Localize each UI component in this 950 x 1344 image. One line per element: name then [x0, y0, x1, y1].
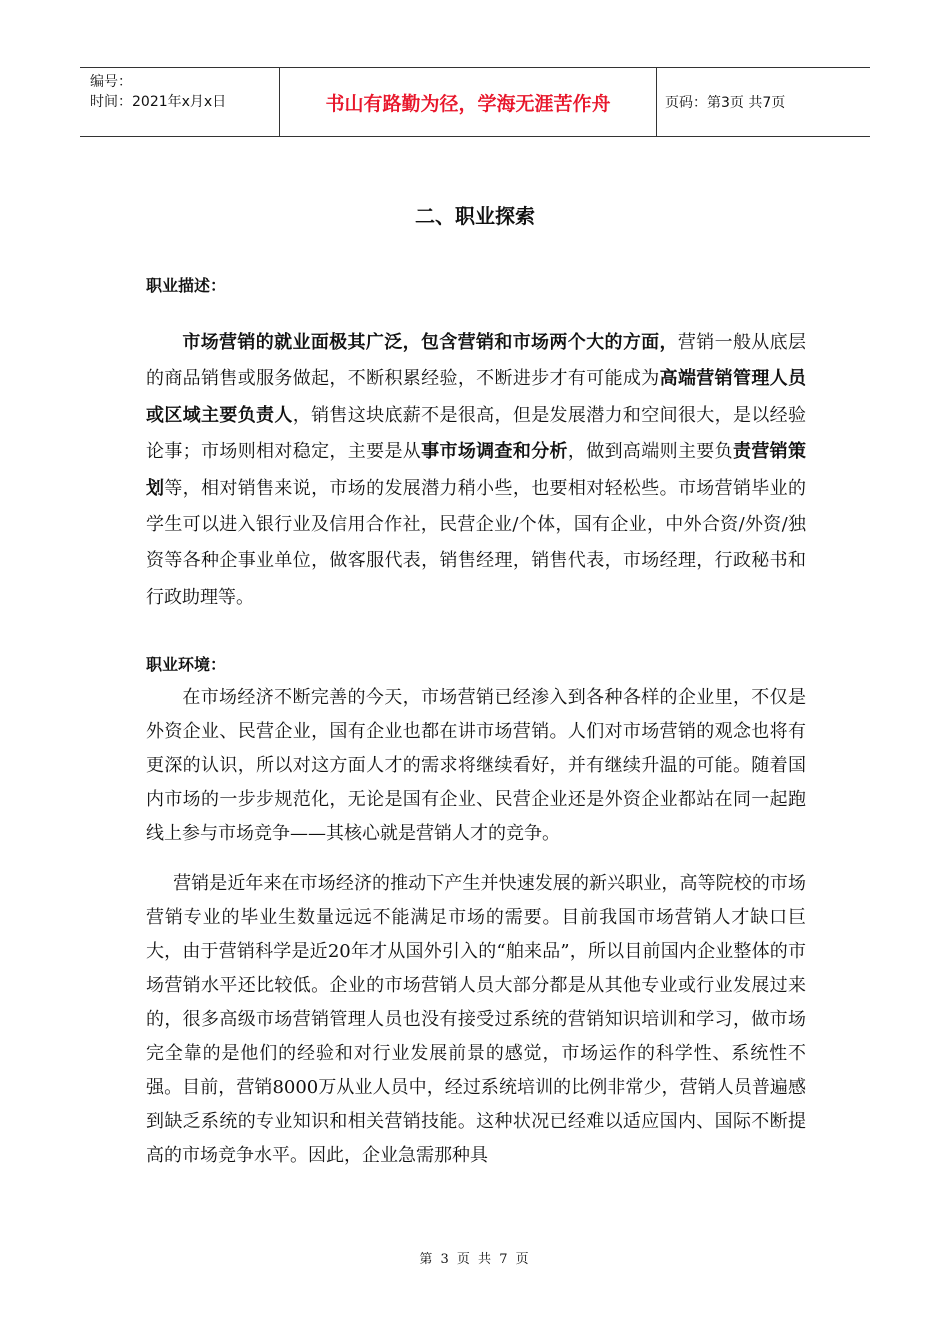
description-emphasis-4: 责营销策划 [146, 441, 807, 499]
description-emphasis-3: 事市场调查和分析 [421, 441, 568, 463]
page-footer: 第 3 页 共 7 页 [419, 1252, 531, 1267]
description-text-1: 营销一般从底层的商品销售或服务做起，不断积累经验，不断进步才有可能成为 [146, 332, 807, 390]
document-time-label: 时间：2021年x月x日 [90, 94, 227, 110]
description-emphasis-2: 高端营销管理人员或区域主要负责人 [146, 368, 807, 426]
description-text-4: 等，相对销售来说，市场的发展潜力稍小些，也要相对轻松些。市场营销毕业的学生可以进入银行业及信用合作社，民营企业/个体，国有企业，中外合资/外资/独资等各种企事业单位，做客服代表，销售经理，销售代表，市场经理，行政秘书和行政助理等。 [146, 477, 806, 608]
career-description-heading: 职业描述： [146, 276, 227, 295]
career-environment-paragraph-2 [146, 867, 806, 1173]
career-description-paragraph [146, 325, 806, 616]
header-page-info: 页码：第3页 共7页 [665, 95, 786, 111]
description-emphasis-1: 市场营销的就业面极其广泛，包含营销和市场两个大的方面， [182, 332, 678, 353]
career-environment-heading: 职业环境： [146, 655, 227, 674]
environment-text-2: 营销是近年来在市场经济的推动下产生并快速发展的新兴职业，高等院校的市场营销专业的毕业生数量远远不能满足市场的需要。目前我国市场营销人才缺口巨大，由于营销科学是近20年才从国外引入的“舶来品”，所以目前国内企业整体的市场营销水平还比较低。企业的市场营销人员大部分都是从其他专业或行业发展过来的，很多高级市场营销管理人员也没有接受过系统的营销知识培训和学习，做市场完全靠的是他们的经验和对行业发展前景的感觉，市场运作的科学性、系统性不强。目前，营销8000万从业人员中，经过系统培训的比例非常少，营销人员普遍感到缺乏系统的专业知识和相关营销技能。这种状况已经难以适应国内、国际不断提高的市场竞争水平。因此，企业急需那种具 [146, 873, 806, 1166]
description-text-3: ，做到高端则主要负 [567, 441, 733, 463]
environment-text-1: 在市场经济不断完善的今天，市场营销已经渗入到各种各样的企业里，不仅是外资企业、民营企业，国有企业也都在讲市场营销。人们对市场营销的观念也将有更深的认识，所以对这方面人才的需求将继续看好，并有继续升温的可能。随着国内市场的一步步规范化，无论是国有企业、民营企业还是外资企业都站在同一起跑线上参与市场竞争——其核心就是营销人才的竞争。 [146, 687, 806, 844]
page-header [80, 67, 870, 137]
document-number-label: 编号： [90, 74, 132, 90]
header-motto: 书山有路勤为径，学海无涯苦作舟 [280, 68, 657, 136]
career-environment-paragraph-1 [146, 681, 806, 851]
section-title: 二、职业探索 [415, 204, 535, 228]
header-meta [80, 68, 280, 136]
description-text-2: ，销售这块底薪不是很高，但是发展潜力和空间很大，是以经验论事；市场则相对稳定，主要是从 [146, 404, 807, 463]
